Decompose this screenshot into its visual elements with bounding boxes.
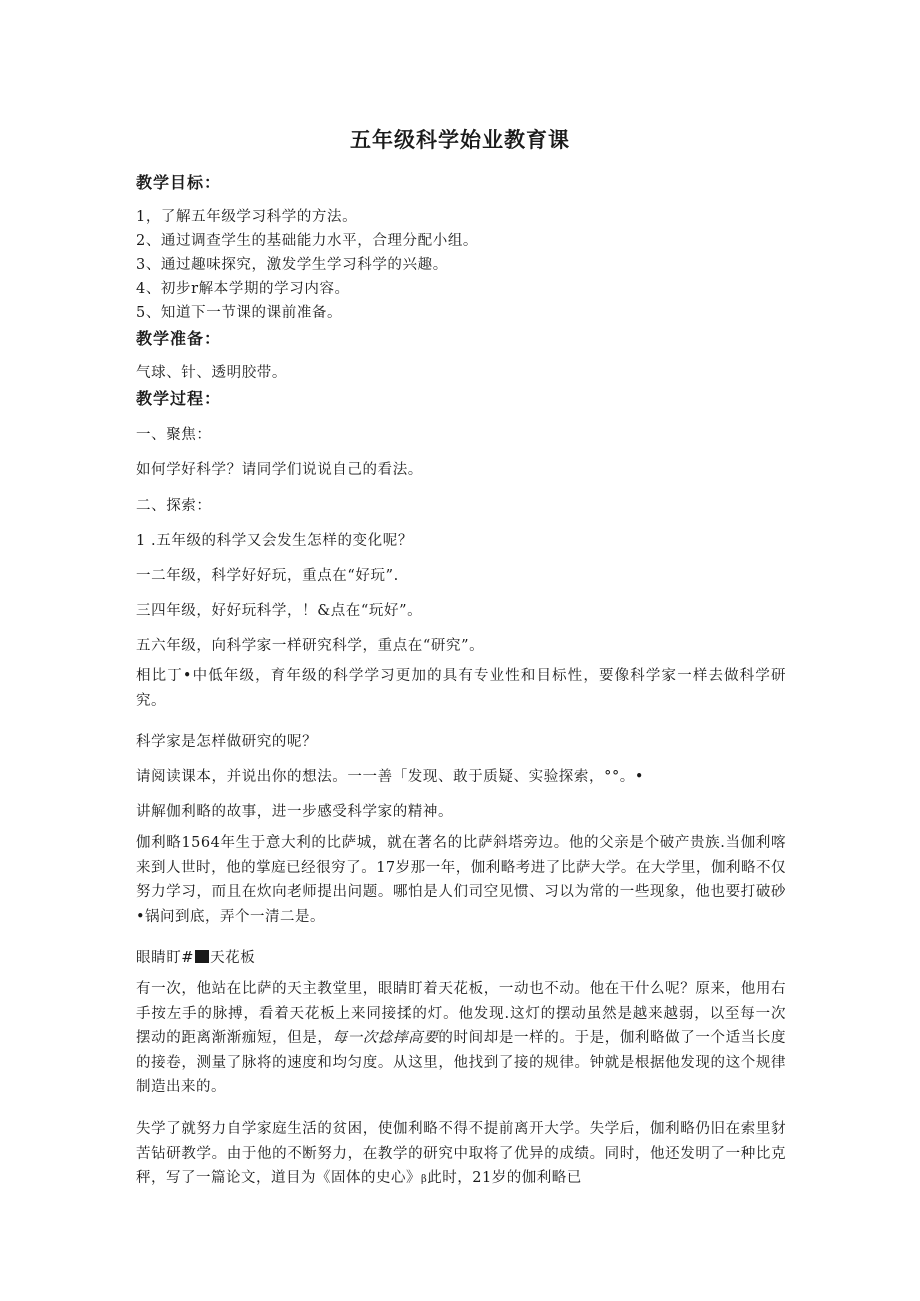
story-line: 讲解伽利略的故事，进一步感受科学家的精神。 xyxy=(136,804,454,820)
goal-item-2: 2、通过调查学生的基础能力水平，合理分配小组。 xyxy=(136,233,479,249)
eyes-text-b: 天花板 xyxy=(210,950,256,966)
lamp-text-italic: 每一次捻摔高要 xyxy=(332,1030,439,1046)
prep-heading: 教学准备： xyxy=(136,329,222,348)
eyes-subheading xyxy=(136,946,786,967)
prep-text: 气球、针、透明胶带。 xyxy=(136,365,287,381)
how-question: 科学家是怎样做研究的呢？ xyxy=(136,734,318,750)
goal-item-5: 5、知道下一节课的课前准备。 xyxy=(136,305,343,321)
lamp-text-a: 有一次，他站在比萨的天主教堂里，眼睛盯着天花板，一动也不动。他在干什么呢？原来，他用右手按左手的脉搏，看着天花板上来同接揉的灯。他发现.这灯的摆动虽然是越来越弱，以至每一次摆动的距离渐渐痂短，但是， xyxy=(136,981,786,1046)
read-instruction: 请阅读课本，并说出你的想法。一一善「发现、敢于质疑、实验探索，°°。• xyxy=(136,769,645,785)
goals-heading: 教学目标： xyxy=(136,173,222,192)
question-1: 1 .五年级的科学又会发生怎样的变化呢？ xyxy=(136,533,413,549)
goal-item-3: 3、通过趣味探究，激发学生学习科学的兴趣。 xyxy=(136,257,448,273)
later-mark: β xyxy=(421,1174,428,1185)
redaction-block-icon xyxy=(195,950,209,963)
grade-56-line: 五六年级，向科学家一样研究科学，重点在“研究”。 xyxy=(136,638,485,654)
focus-label: 一、聚焦： xyxy=(136,427,212,443)
goal-item-1: 1，了解五年级学习科学的方法。 xyxy=(136,209,358,225)
explore-label: 二、探索： xyxy=(136,498,212,514)
lamp-text-b: 的时间却是一样的。于是，伽利略做了一个适当长度的接卷，测量了脉将的速度和均匀度。从这里，他找到了接的规律。钟就是根据他发现的这个规律制造出来的。 xyxy=(136,1030,787,1095)
lamp-paragraph xyxy=(136,977,786,1100)
page-title: 五年级科学始业教育课 xyxy=(350,128,570,152)
eyes-text-a: 眼睛盯# xyxy=(136,950,195,966)
galileo-bio-paragraph: 伽利略1564年生于意大利的比萨城，就在著名的比萨斜塔旁边。他的父亲是个破产贵族.当伽利喀来到人世时，他的掌庭已经很穷了。17岁那一年，伽利略考进了比萨大学。在大学里，伽利略不仅努力学习，而且在炊向老师提出问题。哪怕是人们司空见惯、习以为常的一些现象，他也要打破砂•锅问到底，弄个一清二是。 xyxy=(136,835,786,925)
grade-34-line: 三四年级，好好玩科学，！&点在“玩好”。 xyxy=(136,603,423,619)
later-paragraph xyxy=(136,1117,786,1193)
grade-12-line: 一二年级，科学好好玩，重点在“好玩”. xyxy=(136,568,399,584)
process-heading: 教学过程： xyxy=(136,389,222,408)
later-text-end: 此时，21岁的伽利略已 xyxy=(427,1170,582,1186)
compare-paragraph: 相比丁•中低年级，育年级的科学学习更加的具有专业性和目标性，要像科学家一样去做科学研究。 xyxy=(136,668,786,709)
focus-question: 如何学好科学？请同学们说说自己的看法。 xyxy=(136,462,423,478)
later-text: 失学了就努力自学家庭生活的贫困，使伽利略不得不提前离开大学。失学后，伽利略仍旧在索里豺苦钻研教学。由于他的不断努力，在教学的研究中取将了优异的成绩。同时，他还发明了一种比克秤，写了一篇论文，道目为《固体的史心》 xyxy=(136,1121,786,1186)
goal-item-4: 4、初步r解本学期的学习内容。 xyxy=(136,281,350,297)
